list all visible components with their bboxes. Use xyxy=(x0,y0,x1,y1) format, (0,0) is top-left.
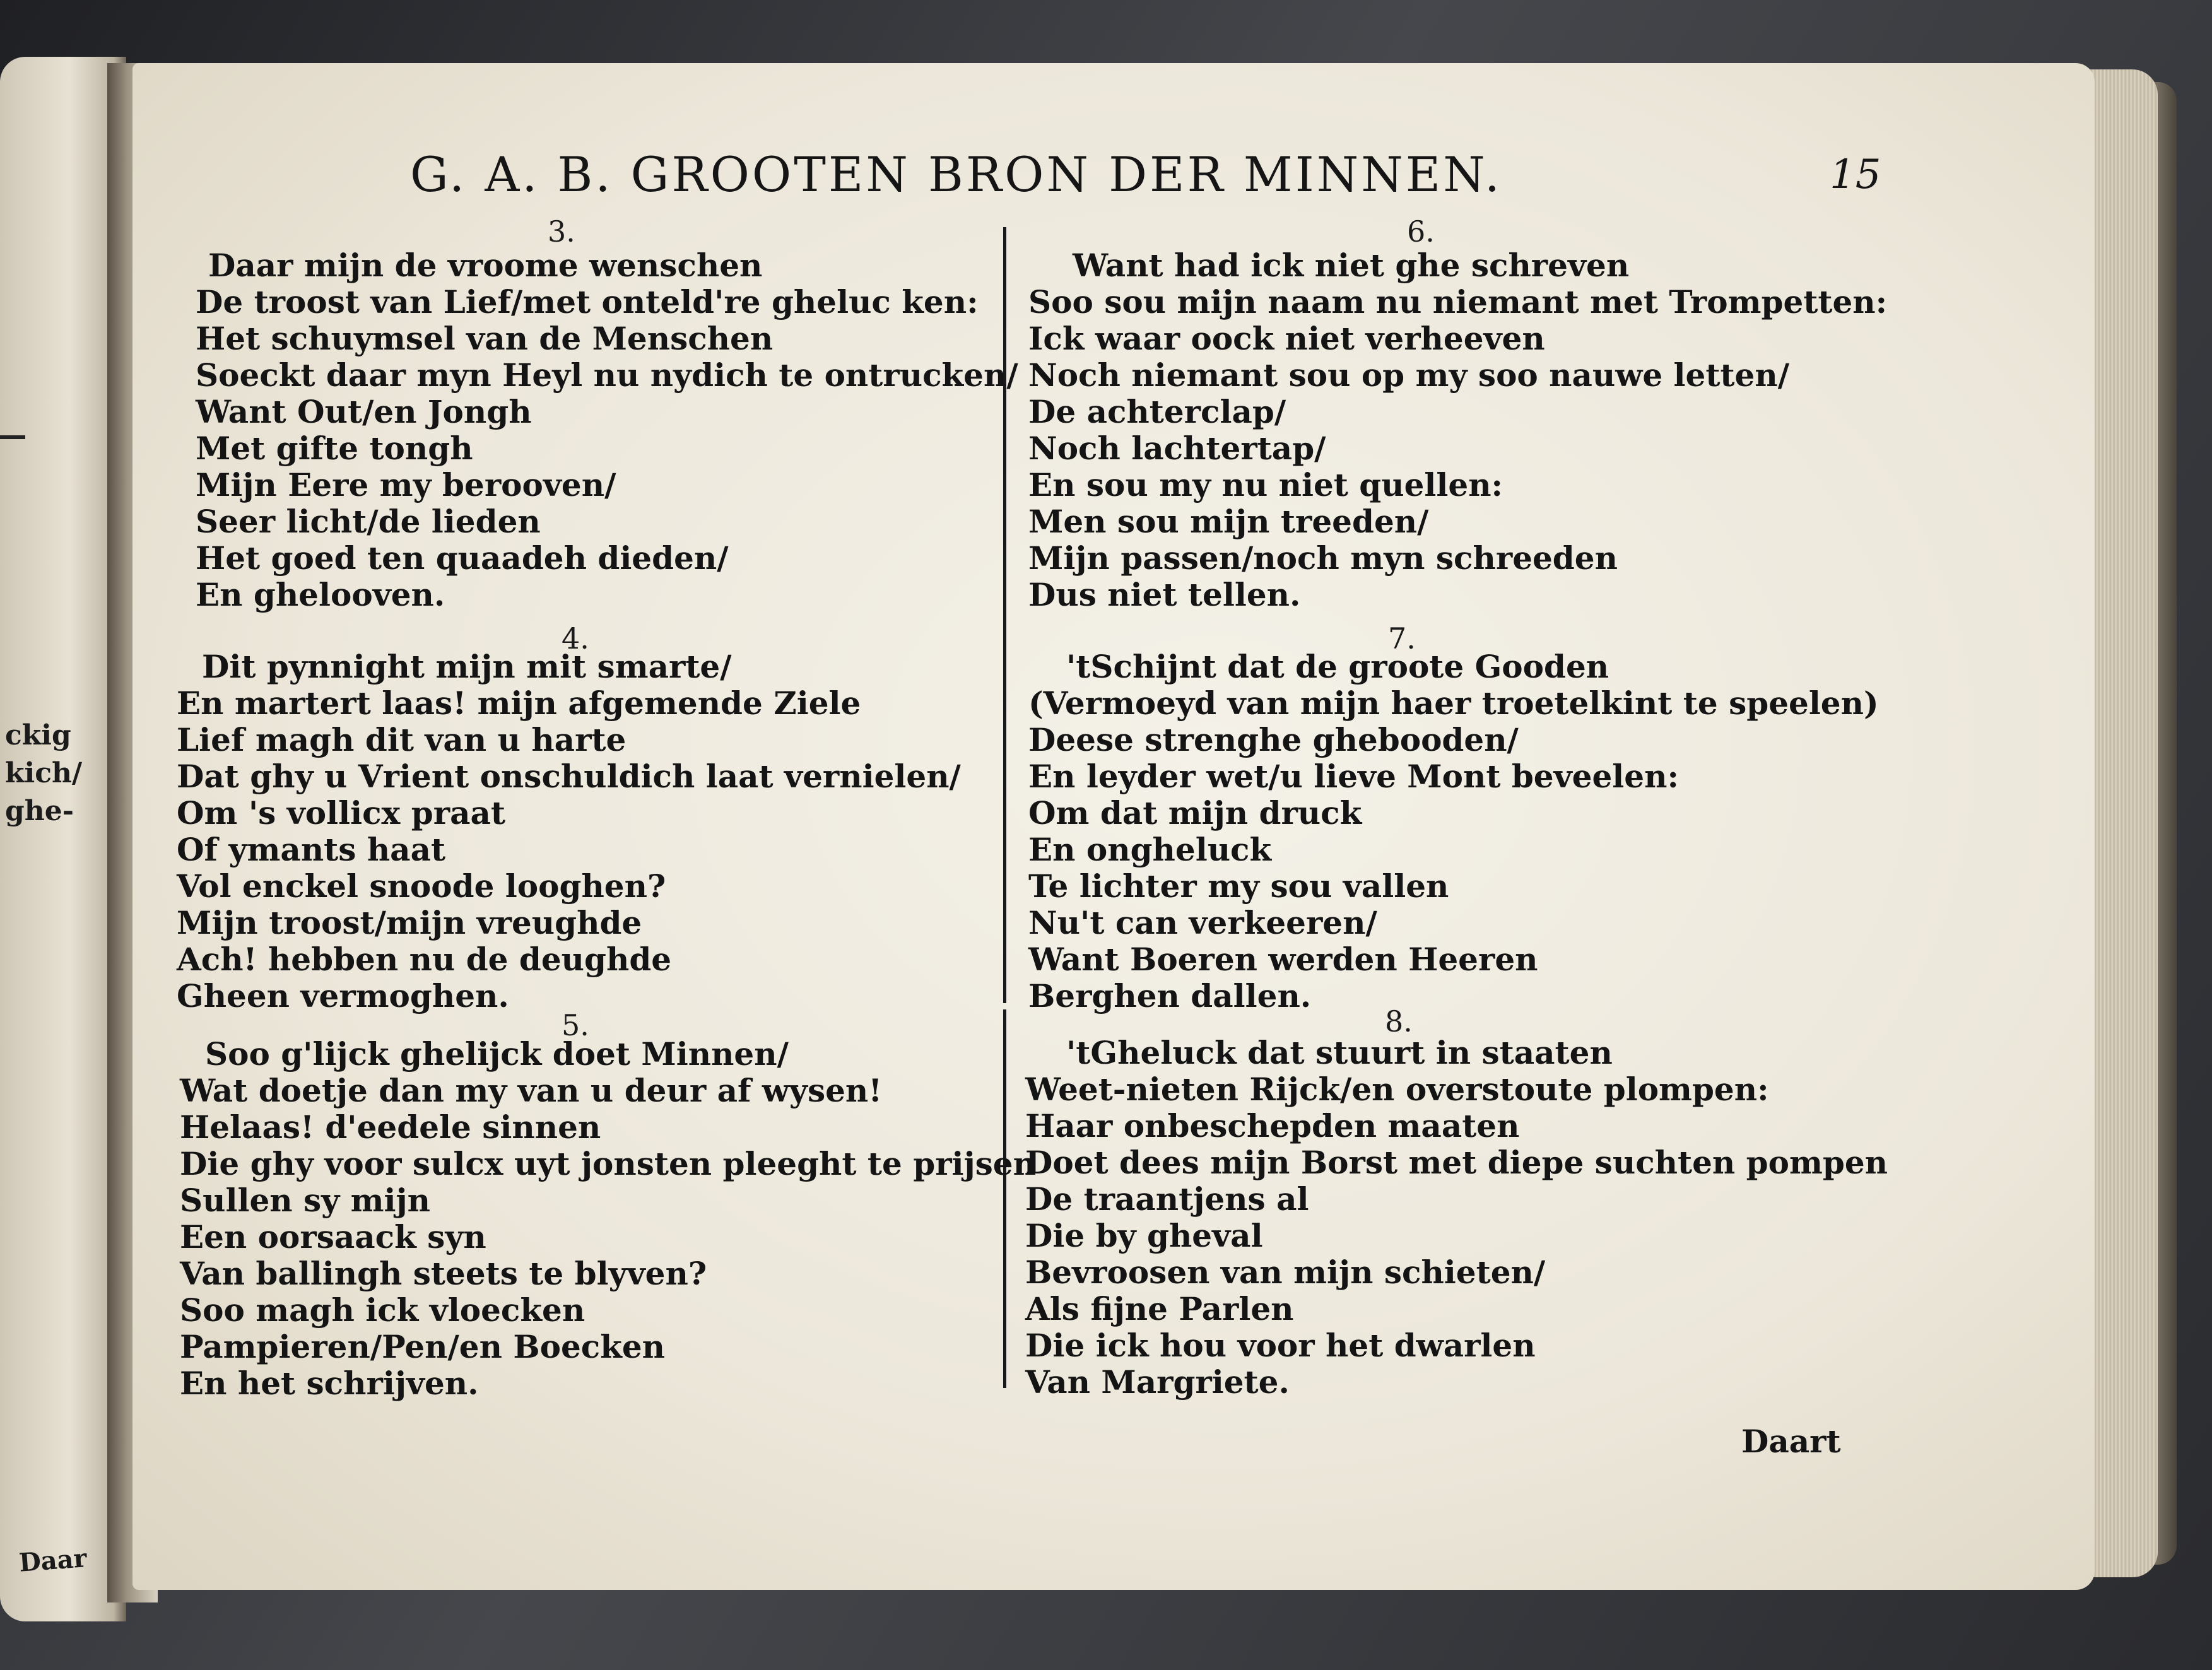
verse-line: Want Out/en Jongh xyxy=(196,393,532,430)
verse-line: Dat ghy u Vrient onschuldich laat vernielen/ xyxy=(177,758,961,795)
stanza-7-lines xyxy=(1028,649,1879,1014)
verse-line: Soo g'lijck ghelijck doet Minnen/ xyxy=(205,1035,789,1073)
verse-line: Seer licht/de lieden xyxy=(196,503,541,540)
verse-line: Soeckt daar myn Heyl nu nydich te ontrucken/ xyxy=(196,356,1018,394)
verse-line: Gheen vermoghen. xyxy=(177,977,509,1014)
stanza-4-lines xyxy=(177,649,961,1014)
stanza-number-6: 6. xyxy=(1407,215,1435,249)
verse-line: Van Margriete. xyxy=(1025,1363,1290,1401)
verse-line: Deese strenghe ghebooden/ xyxy=(1028,721,1519,758)
verse-line: Om dat mijn druck xyxy=(1028,794,1362,832)
left-fragment-3: ghe- xyxy=(5,795,74,827)
verse-line: Mijn passen/noch myn schreeden xyxy=(1028,539,1618,577)
verse-line: En sou my nu niet quellen: xyxy=(1028,466,1503,503)
running-head: G. A. B. GROOTEN BRON DER MINNEN. xyxy=(410,146,1503,203)
verse-line: Noch lachtertap/ xyxy=(1028,430,1326,467)
verse-line: De traantjens al xyxy=(1025,1180,1309,1218)
verse-line: De achterclap/ xyxy=(1028,393,1286,430)
verse-line: Wat doetje dan my van u deur af wysen! xyxy=(180,1072,883,1109)
verse-line: En martert laas! mijn afgemende Ziele xyxy=(177,685,861,722)
verse-line: En leyder wet/u lieve Mont beveelen: xyxy=(1028,758,1679,795)
verse-line: Mijn Eere my berooven/ xyxy=(196,466,616,503)
stanza-5-lines xyxy=(180,1036,1036,1402)
stanza-number-8: 8. xyxy=(1385,1004,1413,1038)
verse-line: Weet-nieten Rijck/en overstoute plompen: xyxy=(1025,1071,1769,1108)
verse-line: Ick waar oock niet verheeven xyxy=(1028,320,1545,357)
verse-line: Die by gheval xyxy=(1025,1217,1263,1254)
verse-line: Berghen dallen. xyxy=(1028,977,1312,1014)
verse-line: Die ick hou voor het dwarlen xyxy=(1025,1327,1536,1364)
verse-line: Een oorsaack syn xyxy=(180,1218,486,1255)
verse-line: Dus niet tellen. xyxy=(1028,576,1301,613)
stanza-8-lines xyxy=(1025,1035,1888,1401)
verse-line: Pampieren/Pen/en Boecken xyxy=(180,1328,666,1365)
page-number: 15 xyxy=(1830,151,1881,198)
verse-line: Dit pynnight mijn mit smarte/ xyxy=(202,648,732,685)
catchword-left: Daar xyxy=(18,1543,88,1578)
verse-line: Bevroosen van mijn schieten/ xyxy=(1025,1254,1546,1291)
verse-line: Als fijne Parlen xyxy=(1025,1290,1294,1327)
verse-line: Sullen sy mijn xyxy=(180,1182,430,1219)
verse-line: Haar onbeschepden maaten xyxy=(1025,1107,1520,1144)
verse-line: Helaas! d'eedele sinnen xyxy=(180,1108,601,1146)
stanza-number-5: 5. xyxy=(562,1008,589,1042)
verse-line: En ongheluck xyxy=(1028,831,1272,868)
verse-line: Men sou mijn treeden/ xyxy=(1028,503,1429,540)
verse-line: 'tGheluck dat stuurt in staaten xyxy=(1066,1034,1613,1071)
stanza-number-4: 4. xyxy=(562,621,589,656)
verse-line: Want Boeren werden Heeren xyxy=(1028,941,1538,978)
verse-line: Daar mijn de vroome wenschen xyxy=(208,247,763,284)
verse-line: (Vermoeyd van mijn haer troetelkint te speelen) xyxy=(1028,685,1879,722)
stanza-6-lines xyxy=(1028,247,1887,613)
verse-line: Van ballingh steets te blyven? xyxy=(180,1255,707,1292)
verse-line: Of ymants haat xyxy=(177,831,446,868)
verse-line: Te lichter my sou vallen xyxy=(1028,867,1449,905)
catchword-right: Daart xyxy=(1741,1423,1841,1460)
verse-line: Nu't can verkeeren/ xyxy=(1028,904,1377,941)
stanza-3-lines xyxy=(196,247,1018,613)
stanza-number-3: 3. xyxy=(548,215,575,249)
verse-line: Die ghy voor sulcx uyt jonsten pleeght te prijsen xyxy=(180,1145,1036,1182)
verse-line: Met gifte tongh xyxy=(196,430,473,467)
verse-line: Want had ick niet ghe schreven xyxy=(1073,247,1630,284)
verse-line: En het schrijven. xyxy=(180,1365,479,1402)
verse-line: De troost van Lief/met onteld're gheluc ken: xyxy=(196,283,979,320)
verse-line: 'tSchijnt dat de groote Gooden xyxy=(1066,648,1609,685)
verse-line: Het goed ten quaadeh dieden/ xyxy=(196,539,729,577)
stanza-number-7: 7. xyxy=(1388,621,1416,656)
verse-line: Soo sou mijn naam nu niemant met Trompetten: xyxy=(1028,283,1888,320)
left-fragment-2: kich/ xyxy=(5,757,83,789)
verse-line: Lief magh dit van u harte xyxy=(177,721,627,758)
verse-line: Doet dees mijn Borst met diepe suchten pompen xyxy=(1025,1144,1888,1181)
verse-line: Mijn troost/mijn vreughde xyxy=(177,904,642,941)
verse-line: Het schuymsel van de Menschen xyxy=(196,320,774,357)
verse-line: En ghelooven. xyxy=(196,576,445,613)
verse-line: Noch niemant sou op my soo nauwe letten/ xyxy=(1028,356,1789,394)
left-fragment-1: ckig xyxy=(5,719,71,751)
verse-line: Ach! hebben nu de deughde xyxy=(177,941,672,978)
verse-line: Soo magh ick vloecken xyxy=(180,1291,585,1329)
verse-line: Vol enckel snoode looghen? xyxy=(177,867,666,905)
verse-line: Om 's vollicx praat xyxy=(177,794,505,832)
left-page-rule xyxy=(0,435,25,439)
